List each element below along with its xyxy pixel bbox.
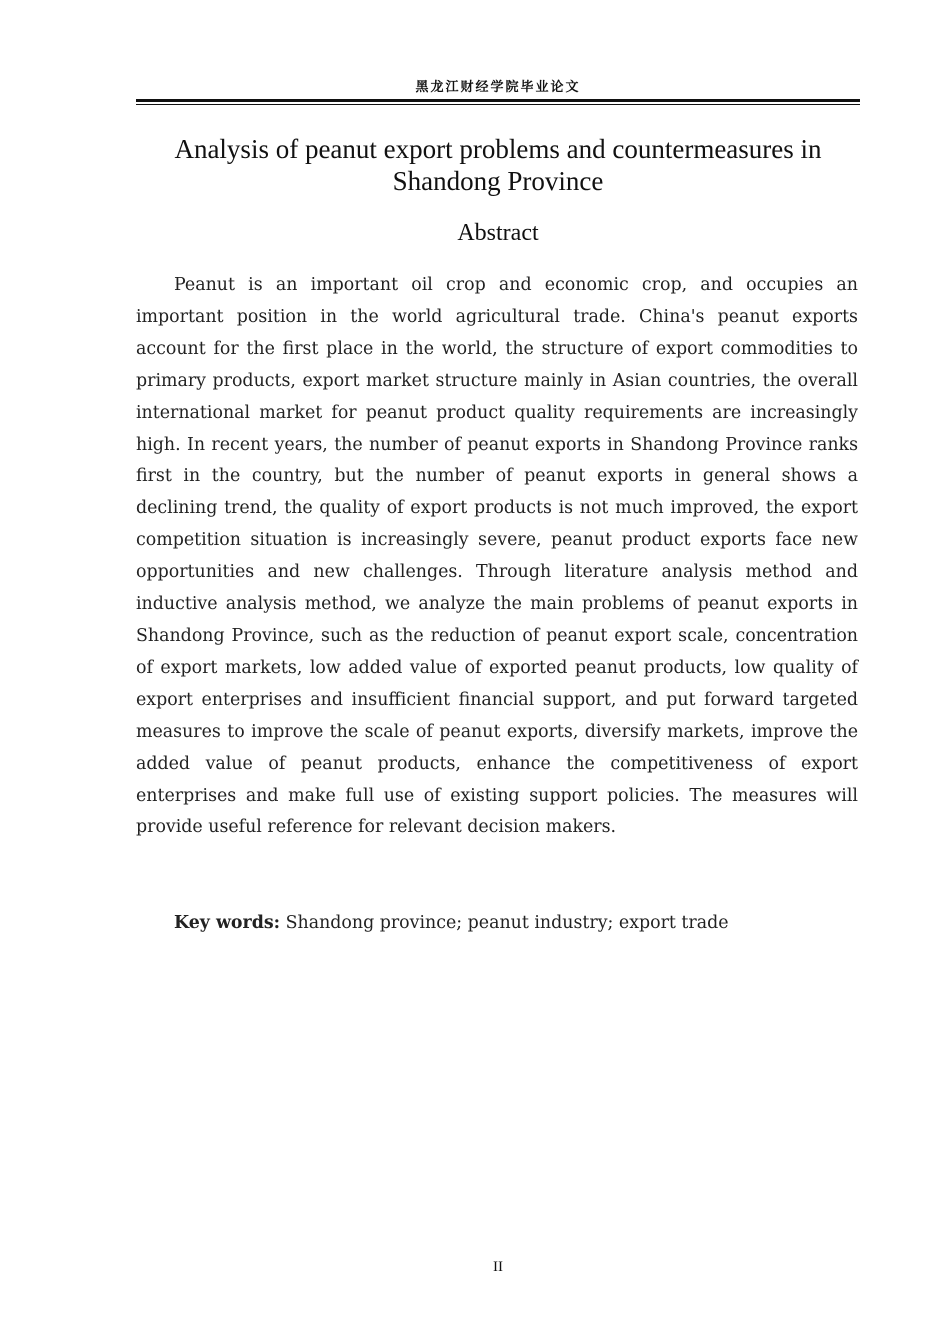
header-rule-thick	[136, 99, 860, 102]
paper-title: Analysis of peanut export problems and countermeasures in Shandong Province	[174, 134, 822, 196]
header-rule-thin	[136, 104, 860, 105]
keywords-line	[174, 908, 860, 938]
document-header: 黑龙江财经学院毕业论文	[415, 80, 581, 95]
page-number: II	[493, 1259, 503, 1275]
keywords-text: Shandong province; peanut industry; export trade	[280, 913, 729, 933]
abstract-body: Peanut is an important oil crop and economic crop, and occupies an important position in the world agricultural trade. China's peanut exports account for the first place in the world, the structure of export commodities to primary products, export market structure mainly in Asian countries, the overall international market for peanut product quality requirements are increasingly high. In recent years, the number of peanut exports in Shandong Province ranks first in the country, but the number of peanut exports in general shows a declining trend, the quality of export products is not much improved, the export competition situation is increasingly severe, peanut product exports face new opportunities and new challenges. Through literature analysis method and inductive analysis method, we analyze the main problems of peanut exports in Shandong Province, such as the reduction of peanut export scale, concentration of export markets, low added value of exported peanut products, low quality of export enterprises and insufficient financial support, and put forward targeted measures to improve the scale of peanut exports, diversify markets, improve the added value of peanut products, enhance the competitiveness of export enterprises and make full use of existing support policies. The measures will provide useful reference for relevant decision makers.	[136, 275, 858, 838]
keywords-label: Key words:	[174, 913, 281, 933]
abstract-heading: Abstract	[457, 220, 539, 246]
